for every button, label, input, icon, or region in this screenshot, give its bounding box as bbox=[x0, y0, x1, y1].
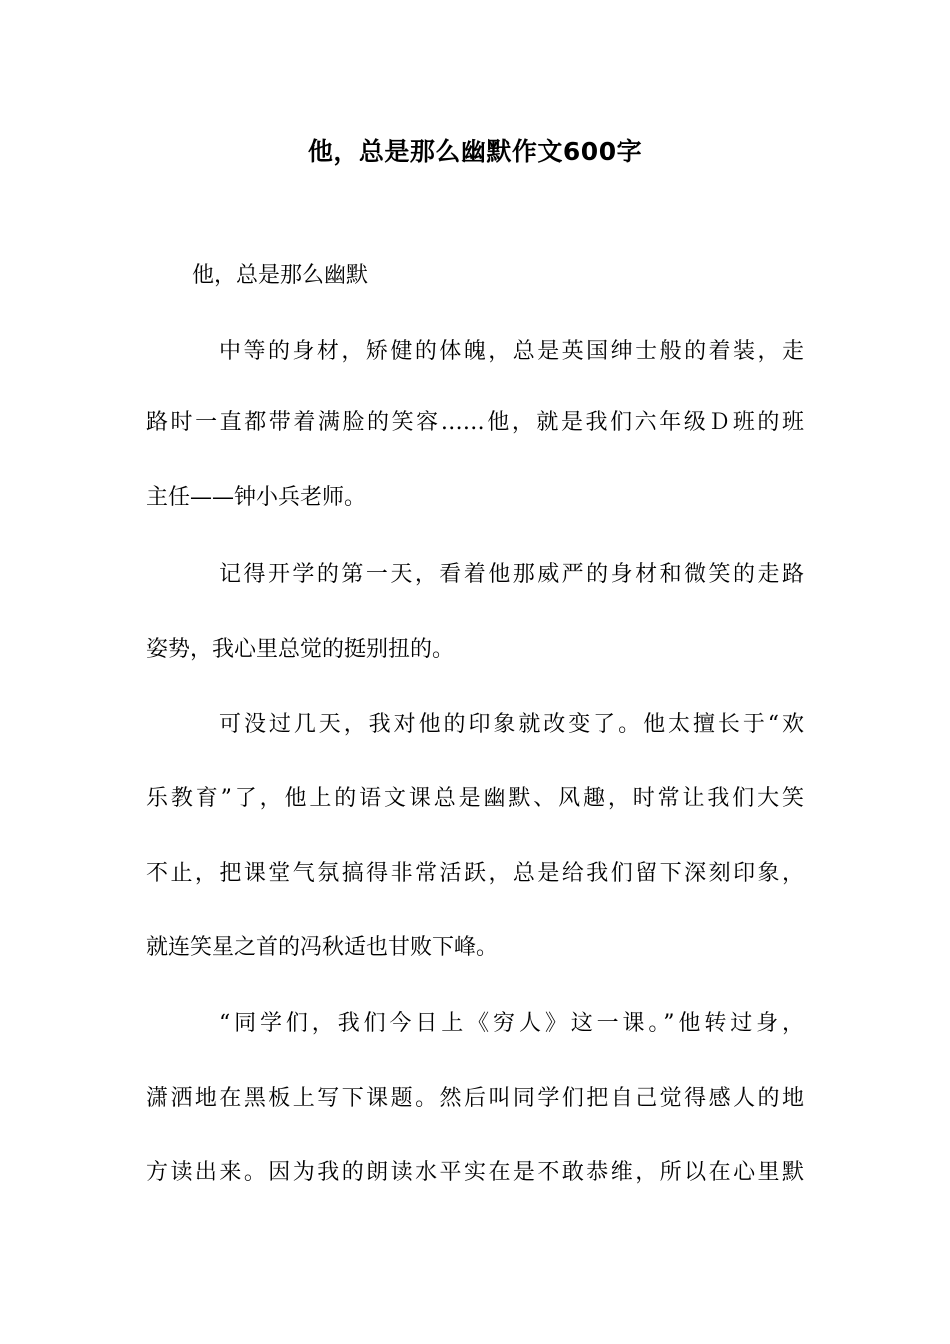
text-line: 方读出来。因为我的朗读水平实在是不敢恭维，所以在心里默 bbox=[146, 1160, 804, 1185]
text-line: 不止，把课堂气氛搞得非常活跃，总是给我们留下深刻印象， bbox=[146, 861, 804, 886]
text-line: 记得开学的第一天，看着他那威严的身材和微笑的走路 bbox=[219, 562, 804, 587]
text-line: 路时一直都带着满脸的笑容……他，就是我们六年级Ｄ班的班 bbox=[146, 410, 804, 435]
text-line: 潇洒地在黑板上写下课题。然后叫同学们把自己觉得感人的地 bbox=[146, 1086, 804, 1111]
text-line: 就连笑星之首的冯秋适也甘败下峰。 bbox=[146, 935, 499, 960]
text-line: 可没过几天，我对他的印象就改变了。他太擅长于“欢 bbox=[219, 712, 804, 737]
document-title: 他，总是那么幽默作文600字 bbox=[307, 137, 643, 166]
text-line: 主任——钟小兵老师。 bbox=[146, 485, 367, 510]
text-line: 乐教育”了，他上的语文课总是幽默、风趣，时常让我们大笑 bbox=[146, 786, 804, 811]
text-line: 中等的身材，矫健的体魄，总是英国绅士般的着装，走 bbox=[219, 339, 804, 364]
text-line: 姿势，我心里总觉的挺别扭的。 bbox=[146, 637, 455, 662]
essay-heading: 他，总是那么幽默 bbox=[192, 263, 369, 288]
text-line: “同学们，我们今日上《穷人》这一课。”他转过身， bbox=[219, 1011, 804, 1036]
